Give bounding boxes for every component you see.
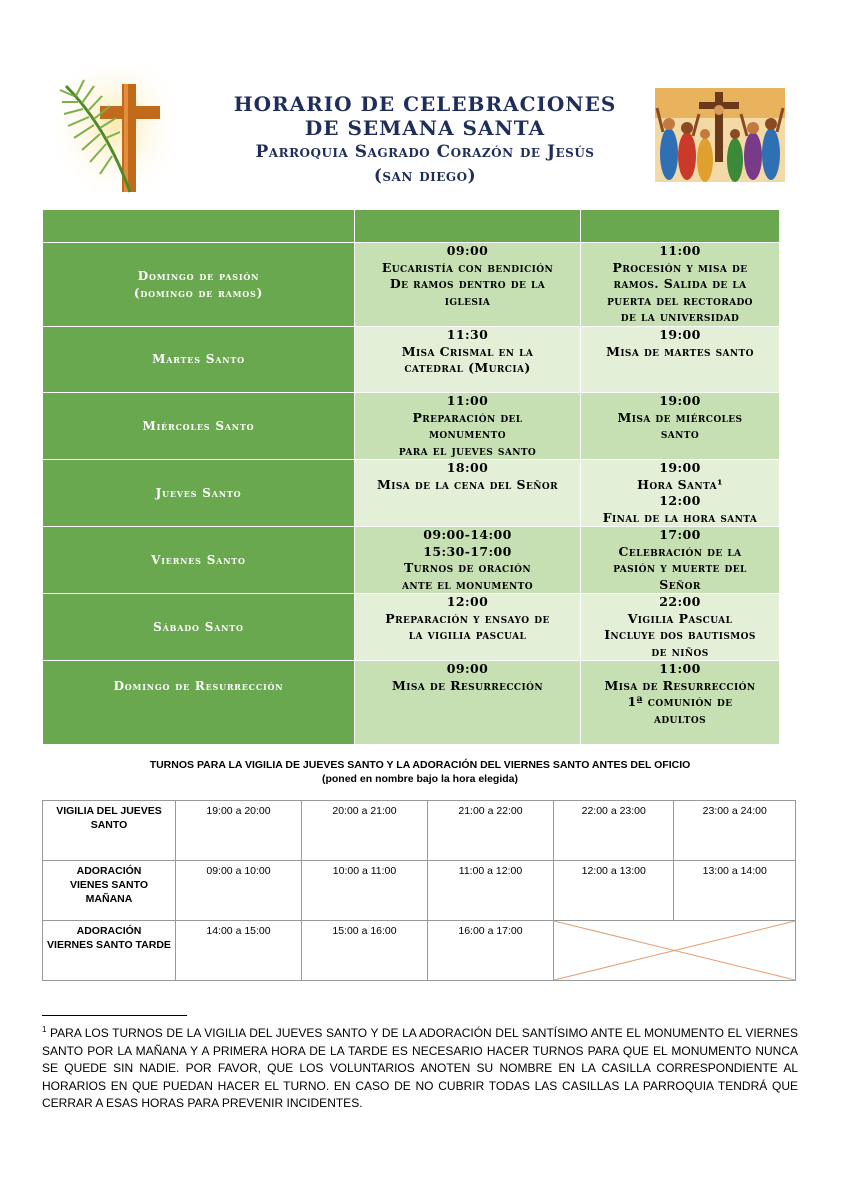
evening-cell: 11:00 Misa de Resurrección 1ª comunión de adultos xyxy=(581,661,780,745)
evening-cell: 19:00 Hora Santa¹ 12:00 Final de la hora santa xyxy=(581,460,780,527)
schedule-header-row xyxy=(43,210,780,243)
crucifixion-people-image xyxy=(655,88,785,182)
time-slot-cell[interactable]: 16:00 a 17:00 xyxy=(428,921,554,981)
title-line-2: DE SEMANA SANTA xyxy=(304,116,546,140)
morning-cell: 12:00 Preparación y ensayo de la vigilia pascual xyxy=(355,594,581,661)
morning-cell: 09:00-14:00 15:30-17:00 Turnos de oración ante el monumento xyxy=(355,527,581,594)
turnos-table xyxy=(42,800,796,981)
time-slot-cell[interactable]: 10:00 a 11:00 xyxy=(302,861,428,921)
morning-cell: 11:00 Preparación del monumento para el jueves santo xyxy=(355,393,581,460)
title-line-1: HORARIO DE CELEBRACIONES xyxy=(233,92,617,116)
schedule-table xyxy=(42,209,780,745)
evening-cell: 19:00 Misa de martes santo xyxy=(581,327,780,393)
cross-with-palm-image xyxy=(56,66,174,198)
time-slot-cell[interactable]: 14:00 a 15:00 xyxy=(176,921,302,981)
crossed-out-cell xyxy=(554,921,796,981)
day-label: Viernes Santo xyxy=(43,527,355,594)
turnos-heading xyxy=(42,758,798,786)
page-header xyxy=(190,92,660,188)
schedule-row xyxy=(43,594,780,661)
footnote-marker: 1 xyxy=(42,1025,47,1034)
schedule-row xyxy=(43,661,780,745)
footnote xyxy=(42,1021,798,1113)
time-slot-cell[interactable]: 23:00 a 24:00 xyxy=(674,801,796,861)
footnote-text: PARA LOS TURNOS DE LA VIGILIA DEL JUEVES SANTO Y DE LA ADORACIÓN DEL SANTÍSIMO ANTE EL MONUMENTO EL VIERNES SANTO POR LA MAÑANA Y A PRIMERA HORA DE LA TARDE ES NECESARIO HACER TURNOS PARA QUE EL MONUMENTO NUNCA SE QUEDE SIN NADIE. POR FAVOR, QUE LOS VOLUNTARIOS ANOTEN SU NOMBRE EN LA CASILLA CORRESPONDIENTE AL HORARIOS EN QUE PUEDAN HACER EL TURNO. EN CASO DE NO CUBRIR TODAS LAS CASILLAS LA PARROQUIA TENDRÁ QUE CERRAR A ESAS HORAS PARA PREVENIR INCIDENTES. xyxy=(42,1026,798,1110)
turnos-row xyxy=(43,921,796,981)
cross-out-lines xyxy=(554,921,795,980)
morning-cell: 09:00 Eucaristía con bendición De ramos dentro de la iglesia xyxy=(355,243,581,327)
evening-cell: 11:00 Procesión y misa de ramos. Salida de la puerta del rectorado de la universidad xyxy=(581,243,780,327)
time-slot-cell[interactable]: 13:00 a 14:00 xyxy=(674,861,796,921)
footnote-separator xyxy=(42,1015,187,1016)
time-slot-cell[interactable]: 15:00 a 16:00 xyxy=(302,921,428,981)
turnos-title: TURNOS PARA LA VIGILIA DE JUEVES SANTO Y LA ADORACIÓN DEL VIERNES SANTO ANTES DEL OFICIO xyxy=(149,759,691,771)
header-cell xyxy=(355,210,581,243)
time-slot-cell[interactable]: 21:00 a 22:00 xyxy=(428,801,554,861)
turnos-subtitle: (poned en nombre bajo la hora elegida) xyxy=(321,773,519,785)
turnos-row xyxy=(43,801,796,861)
subtitle-line-1: Parroquia Sagrado Corazón de Jesús xyxy=(255,142,595,162)
turnos-row-label: ADORACIÓN VIERNES SANTO TARDE xyxy=(43,921,176,981)
time-slot-cell[interactable]: 20:00 a 21:00 xyxy=(302,801,428,861)
turnos-row-label: ADORACIÓN VIENES SANTO MAÑANA xyxy=(43,861,176,921)
day-label: Miércoles Santo xyxy=(43,393,355,460)
turnos-row xyxy=(43,861,796,921)
schedule-row xyxy=(43,243,780,327)
schedule-row xyxy=(43,460,780,527)
turnos-row-label: VIGILIA DEL JUEVES SANTO xyxy=(43,801,176,861)
morning-cell: 11:30 Misa Crismal en la catedral (Murcia) xyxy=(355,327,581,393)
time-slot-cell[interactable]: 09:00 a 10:00 xyxy=(176,861,302,921)
day-label: Jueves Santo xyxy=(43,460,355,527)
time-slot-cell[interactable]: 22:00 a 23:00 xyxy=(554,801,674,861)
time-slot-cell[interactable]: 11:00 a 12:00 xyxy=(428,861,554,921)
schedule-row xyxy=(43,527,780,594)
evening-cell: 22:00 Vigilia Pascual Incluye dos bautismos de niños xyxy=(581,594,780,661)
morning-cell: 18:00 Misa de la cena del Señor xyxy=(355,460,581,527)
day-label: Sábado Santo xyxy=(43,594,355,661)
evening-cell: 17:00 Celebración de la pasión y muerte del Señor xyxy=(581,527,780,594)
schedule-row xyxy=(43,393,780,460)
header-cell xyxy=(581,210,780,243)
header-cell xyxy=(43,210,355,243)
schedule-row xyxy=(43,327,780,393)
evening-cell: 19:00 Misa de miércoles santo xyxy=(581,393,780,460)
morning-cell: 09:00 Misa de Resurrección xyxy=(355,661,581,745)
time-slot-cell[interactable]: 12:00 a 13:00 xyxy=(554,861,674,921)
subtitle-line-2: (san diego) xyxy=(373,166,477,186)
day-label: Domingo de pasión (domingo de ramos) xyxy=(43,243,355,327)
day-label: Domingo de Resurrección xyxy=(43,661,355,745)
day-label: Martes Santo xyxy=(43,327,355,393)
time-slot-cell[interactable]: 19:00 a 20:00 xyxy=(176,801,302,861)
